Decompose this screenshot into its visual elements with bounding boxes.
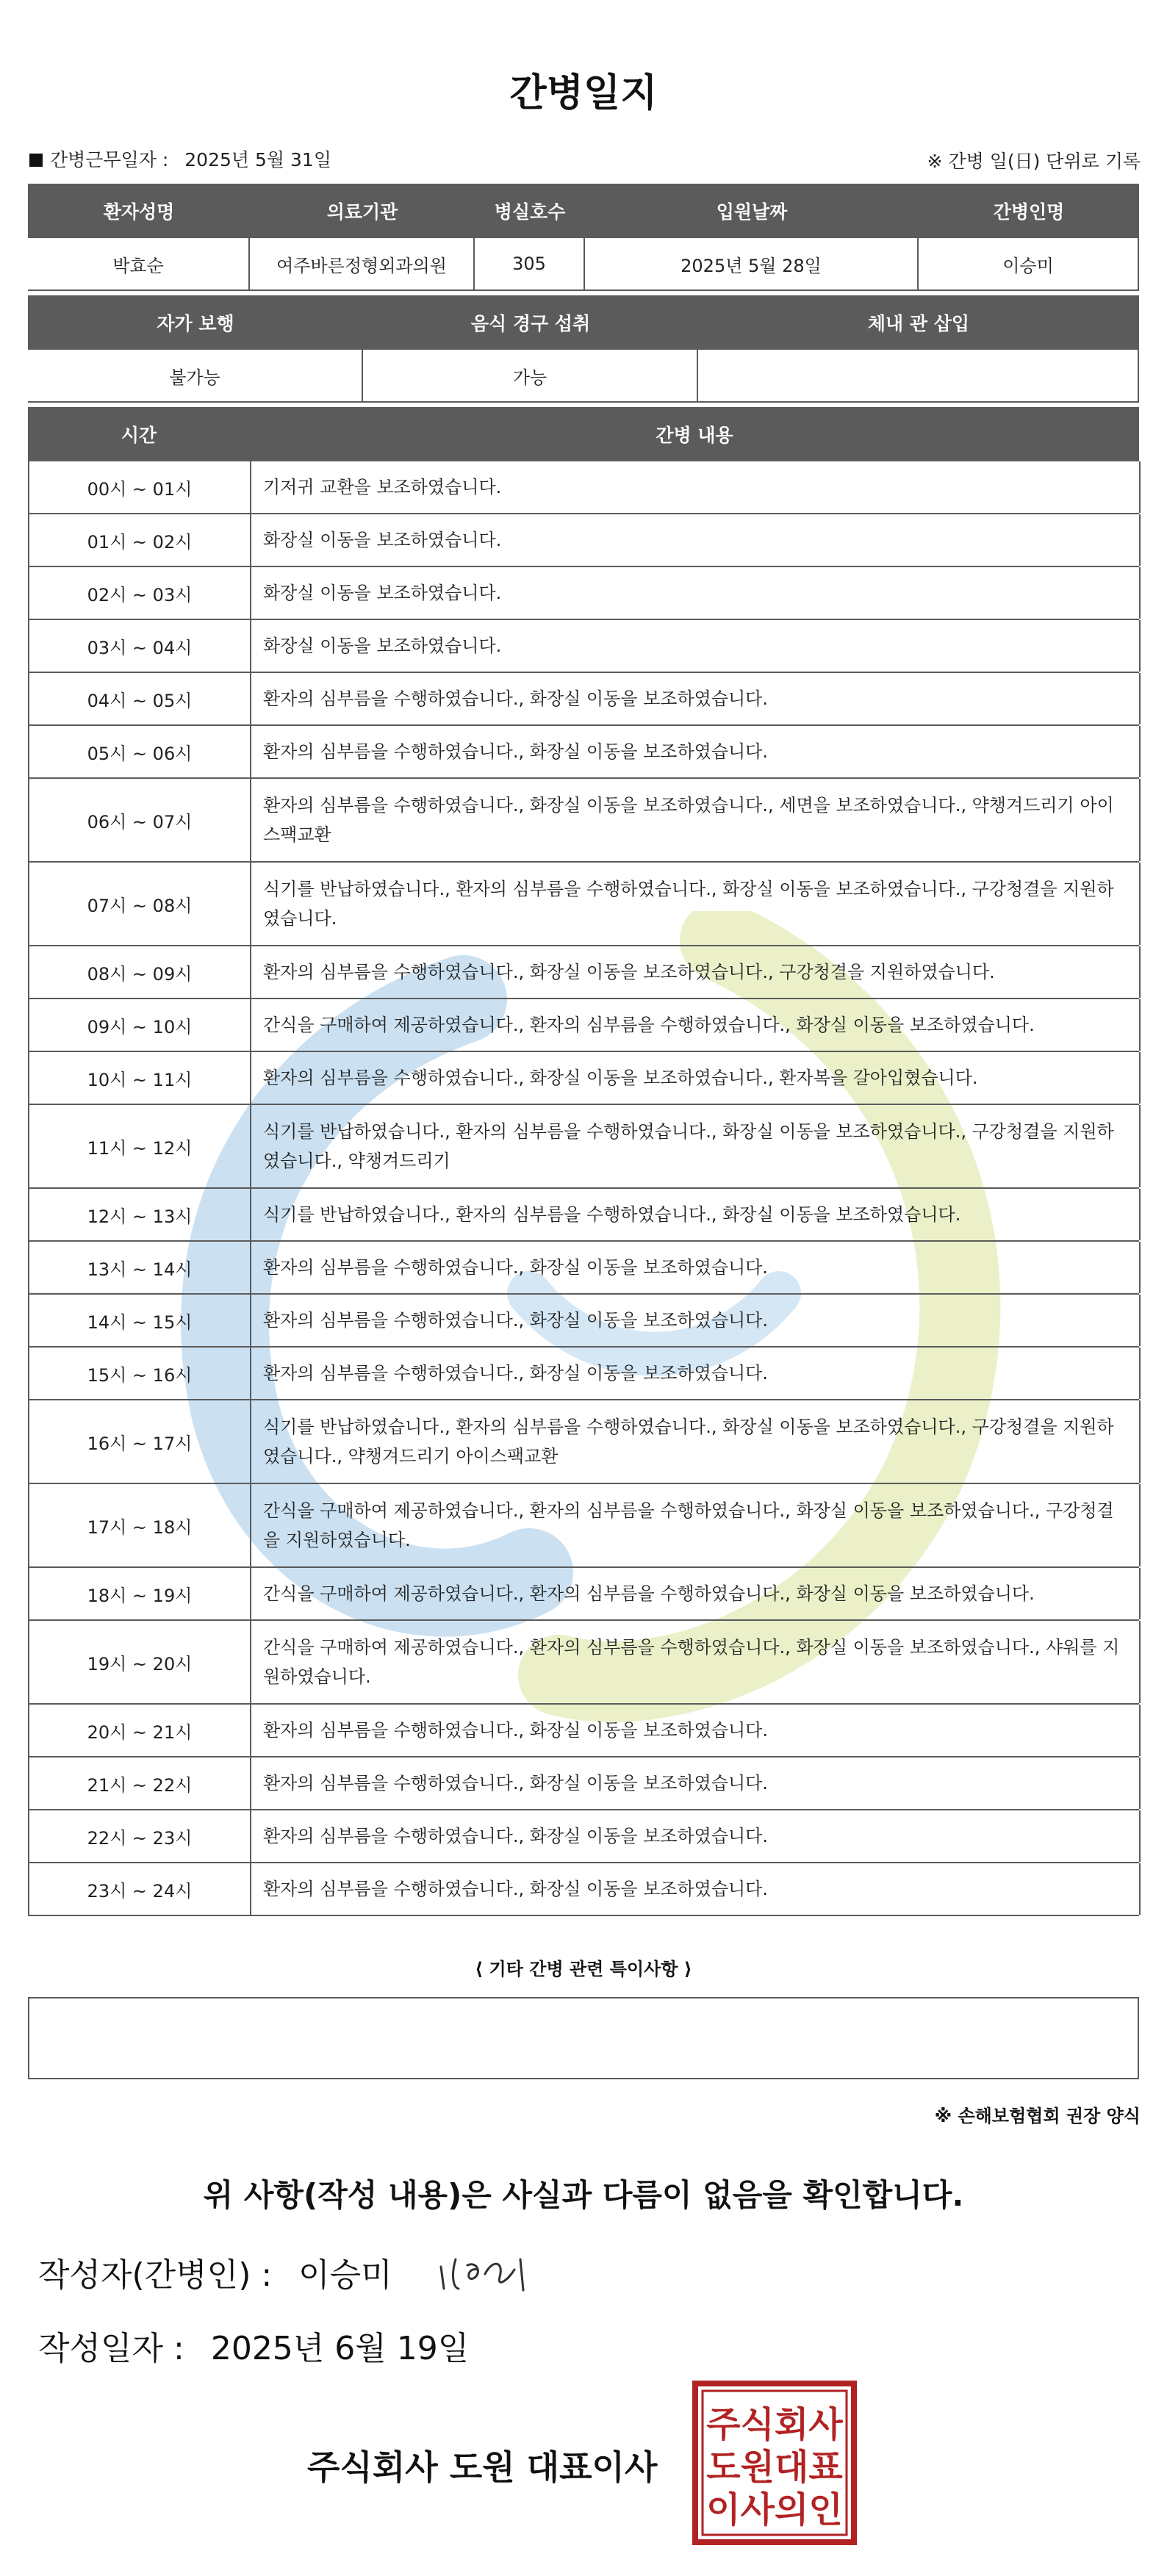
care-content: 환자의 심부름을 수행하였습니다., 화장실 이동을 보조하였습니다. (251, 1705, 1141, 1756)
confirmation-statement: 위 사항(작성 내용)은 사실과 다름이 없음을 확인합니다. (203, 2177, 964, 2213)
header-caregiver: 간병인명 (919, 184, 1139, 238)
time-slot: 04시 ~ 05시 (29, 673, 251, 724)
care-log-row (28, 567, 1139, 620)
care-log-table (28, 407, 1139, 1916)
care-log-row (28, 726, 1139, 779)
care-content: 화장실 이동을 보조하였습니다. (251, 620, 1141, 672)
care-content: 간식을 구매하여 제공하였습니다., 환자의 심부름을 수행하였습니다., 화장실 이동을 보조하였습니다. (251, 999, 1141, 1051)
care-content: 화장실 이동을 보조하였습니다. (251, 567, 1141, 619)
room-number: 305 (475, 238, 585, 291)
care-content: 환자의 심부름을 수행하였습니다., 화장실 이동을 보조하였습니다. (251, 1757, 1141, 1809)
care-log-row (28, 1705, 1139, 1757)
time-slot: 17시 ~ 18시 (29, 1484, 251, 1566)
work-date-label: 간병근무일자 : (50, 149, 169, 170)
header-time: 시간 (28, 407, 250, 461)
notes-title: ⟨ 기타 간병 관련 특이사항 ⟩ (475, 1959, 692, 1979)
time-slot: 15시 ~ 16시 (29, 1348, 251, 1399)
care-log-row (28, 1621, 1139, 1705)
time-slot: 12시 ~ 13시 (29, 1189, 251, 1240)
care-log-row (28, 1863, 1139, 1916)
care-log-row (28, 1568, 1139, 1621)
time-slot: 11시 ~ 12시 (29, 1105, 251, 1187)
time-slot: 07시 ~ 08시 (29, 863, 251, 945)
institution-name: 여주바른정형외과의원 (250, 238, 475, 291)
care-log-row (28, 461, 1139, 514)
care-content: 간식을 구매하여 제공하였습니다., 환자의 심부름을 수행하였습니다., 화장실 이동을 보조하였습니다., 구강청결을 지원하였습니다. (251, 1484, 1141, 1566)
header-patient-name: 환자성명 (28, 184, 250, 238)
time-slot: 14시 ~ 15시 (29, 1295, 251, 1346)
care-content: 환자의 심부름을 수행하였습니다., 화장실 이동을 보조하였습니다. (251, 1810, 1141, 1862)
care-content: 환자의 심부름을 수행하였습니다., 화장실 이동을 보조하였습니다. (251, 673, 1141, 724)
care-log-row (28, 1810, 1139, 1863)
form-recommendation-note: ※ 손해보험협회 권장 양식 (934, 2106, 1141, 2126)
care-log-header (28, 407, 1139, 461)
patient-info-table (28, 184, 1139, 291)
time-slot: 10시 ~ 11시 (29, 1052, 251, 1104)
time-slot: 19시 ~ 20시 (29, 1621, 251, 1703)
care-content: 기저귀 교환을 보조하였습니다. (251, 461, 1141, 513)
care-content: 환자의 심부름을 수행하였습니다., 화장실 이동을 보조하였습니다. (251, 1295, 1141, 1346)
care-log-row (28, 1484, 1139, 1568)
header-admission-date: 입원날짜 (585, 184, 919, 238)
svg-text:이사의인: 이사의인 (706, 2489, 843, 2530)
care-log-row (28, 1348, 1139, 1400)
time-slot: 22시 ~ 23시 (29, 1810, 251, 1862)
time-slot: 01시 ~ 02시 (29, 514, 251, 566)
write-date-label: 작성일자 : (38, 2330, 184, 2367)
care-content: 환자의 심부름을 수행하였습니다., 화장실 이동을 보조하였습니다. (251, 1863, 1141, 1915)
time-slot: 06시 ~ 07시 (29, 779, 251, 861)
admission-date: 2025년 5월 28일 (585, 238, 919, 291)
document-title: 간병일지 (509, 71, 658, 115)
tube-insertion-value (698, 350, 1139, 403)
header-oral-intake: 음식 경구 섭취 (363, 295, 698, 350)
time-slot: 03시 ~ 04시 (29, 620, 251, 672)
writer-label: 작성자(간병인) : (38, 2256, 273, 2294)
work-date-value: 2025년 5월 31일 (184, 149, 331, 170)
header-institution: 의료기관 (250, 184, 475, 238)
care-log-row (28, 620, 1139, 673)
care-log-row (28, 1189, 1139, 1242)
care-content: 환자의 심부름을 수행하였습니다., 화장실 이동을 보조하였습니다., 환자복을 갈아입혔습니다. (251, 1052, 1141, 1104)
care-content: 환자의 심부름을 수행하였습니다., 화장실 이동을 보조하였습니다., 구강청결을 지원하였습니다. (251, 946, 1141, 998)
time-slot: 02시 ~ 03시 (29, 567, 251, 619)
company-representative: 주식회사 도원 대표이사 (307, 2447, 658, 2487)
time-slot: 05시 ~ 06시 (29, 726, 251, 777)
header-tube-insertion: 체내 관 삽입 (698, 295, 1139, 350)
patient-status-table (28, 295, 1139, 403)
time-slot: 08시 ~ 09시 (29, 946, 251, 998)
care-content: 화장실 이동을 보조하였습니다. (251, 514, 1141, 566)
svg-text:주식회사: 주식회사 (706, 2404, 843, 2445)
time-slot: 20시 ~ 21시 (29, 1705, 251, 1756)
care-content: 식기를 반납하였습니다., 환자의 심부름을 수행하였습니다., 화장실 이동을 보조하였습니다., 구강청결을 지원하였습니다., 약챙겨드리기 (251, 1105, 1141, 1187)
care-log-row (28, 946, 1139, 999)
care-log-row (28, 673, 1139, 726)
care-content: 식기를 반납하였습니다., 환자의 심부름을 수행하였습니다., 화장실 이동을 보조하였습니다. (251, 1189, 1141, 1240)
handwritten-signature (434, 2245, 566, 2303)
record-note: ※ 간병 일(日) 단위로 기록 (927, 151, 1141, 172)
care-log-row (28, 1052, 1139, 1105)
time-slot: 09시 ~ 10시 (29, 999, 251, 1051)
time-slot: 18시 ~ 19시 (29, 1568, 251, 1619)
care-content: 환자의 심부름을 수행하였습니다., 화장실 이동을 보조하였습니다., 세면을 보조하였습니다., 약챙겨드리기 아이스팩교환 (251, 779, 1141, 861)
care-content: 식기를 반납하였습니다., 환자의 심부름을 수행하였습니다., 화장실 이동을 보조하였습니다., 구강청결을 지원하였습니다. (251, 863, 1141, 945)
care-log-row (28, 779, 1139, 863)
care-log-row (28, 1105, 1139, 1189)
care-log-row (28, 1400, 1139, 1484)
care-log-row (28, 1757, 1139, 1810)
writer-name: 이승미 (298, 2256, 392, 2294)
write-date-value: 2025년 6월 19일 (210, 2330, 470, 2367)
patient-name: 박효순 (28, 238, 250, 291)
self-walking-value: 불가능 (28, 350, 363, 403)
care-log-row (28, 863, 1139, 946)
caregiver-name: 이승미 (919, 238, 1139, 291)
svg-text:도원대표: 도원대표 (706, 2447, 843, 2488)
care-log-row (28, 999, 1139, 1052)
care-log-rows (28, 461, 1139, 1916)
care-content: 환자의 심부름을 수행하였습니다., 화장실 이동을 보조하였습니다. (251, 726, 1141, 777)
square-bullet-icon (29, 154, 43, 167)
writer-row (38, 2248, 392, 2295)
time-slot: 21시 ~ 22시 (29, 1757, 251, 1809)
work-date-row (29, 145, 331, 172)
header-room: 병실호수 (475, 184, 585, 238)
write-date-row (38, 2322, 469, 2369)
company-seal (691, 2379, 858, 2547)
time-slot: 00시 ~ 01시 (29, 461, 251, 513)
time-slot: 23시 ~ 24시 (29, 1863, 251, 1915)
care-content: 간식을 구매하여 제공하였습니다., 환자의 심부름을 수행하였습니다., 화장실 이동을 보조하였습니다., 샤워를 지원하였습니다. (251, 1621, 1141, 1703)
header-care-content: 간병 내용 (250, 407, 1139, 461)
care-log-row (28, 1242, 1139, 1295)
header-self-walking: 자가 보행 (28, 295, 363, 350)
time-slot: 13시 ~ 14시 (29, 1242, 251, 1293)
care-content: 식기를 반납하였습니다., 환자의 심부름을 수행하였습니다., 화장실 이동을 보조하였습니다., 구강청결을 지원하였습니다., 약챙겨드리기 아이스팩교환 (251, 1400, 1141, 1483)
oral-intake-value: 가능 (363, 350, 698, 403)
time-slot: 16시 ~ 17시 (29, 1400, 251, 1483)
care-content: 간식을 구매하여 제공하였습니다., 환자의 심부름을 수행하였습니다., 화장실 이동을 보조하였습니다. (251, 1568, 1141, 1619)
notes-box (28, 1997, 1139, 2079)
care-content: 환자의 심부름을 수행하였습니다., 화장실 이동을 보조하였습니다. (251, 1348, 1141, 1399)
care-content: 환자의 심부름을 수행하였습니다., 화장실 이동을 보조하였습니다. (251, 1242, 1141, 1293)
care-log-row (28, 514, 1139, 567)
care-log-row (28, 1295, 1139, 1348)
